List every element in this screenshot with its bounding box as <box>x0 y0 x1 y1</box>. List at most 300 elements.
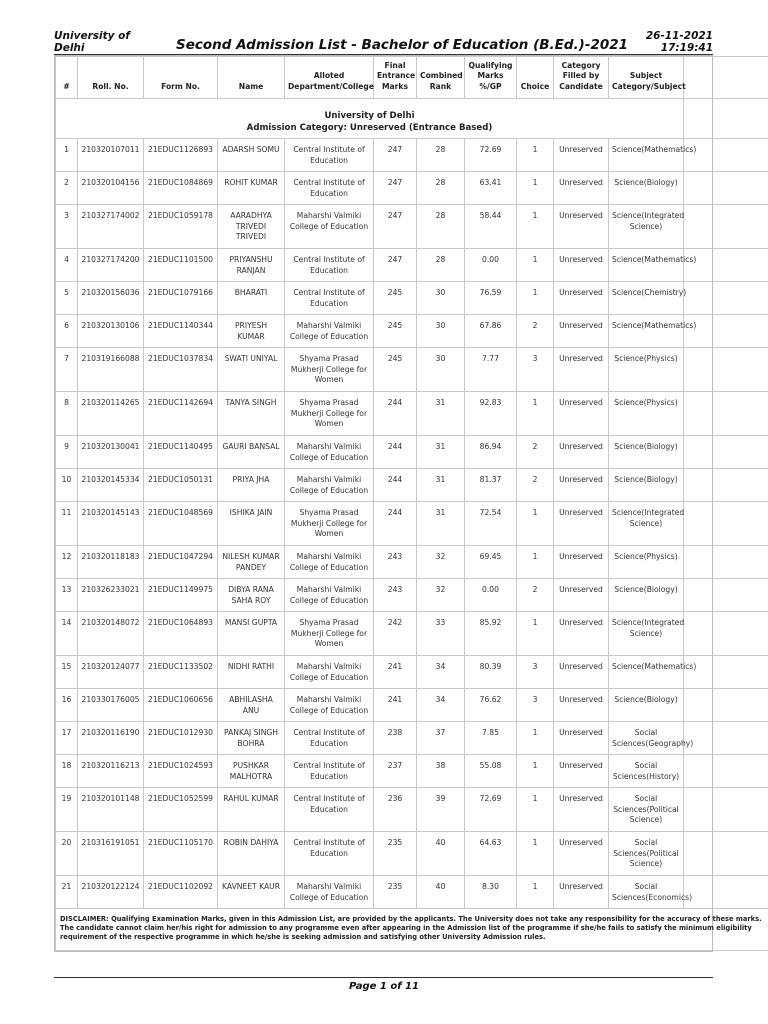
cell-marks: 247 <box>374 205 417 249</box>
cell-roll: 210320116190 <box>78 722 144 755</box>
cell-choice: 3 <box>517 689 554 722</box>
page-title: Second Admission List - Bachelor of Education (B.Ed.)-2021 <box>176 37 629 53</box>
cell-college: Central Institute of Education <box>285 172 374 205</box>
page-number: Page 1 of 11 <box>349 981 419 992</box>
cell-college: Central Institute of Education <box>285 832 374 876</box>
caption-blank-cell <box>684 99 768 139</box>
cell-roll: 210320122124 <box>78 876 144 909</box>
table-row <box>56 546 768 579</box>
cell-category: Unreserved <box>554 315 609 348</box>
cell-form: 21EDUC1140495 <box>144 436 218 469</box>
table-row <box>56 755 768 788</box>
col-header-marks: Final Entrance Marks <box>374 57 417 99</box>
cell-name: PRIYA JHA <box>218 469 285 502</box>
cell-roll: 210320145143 <box>78 502 144 546</box>
cell-qual: 80.39 <box>465 656 517 689</box>
cell-choice: 2 <box>517 315 554 348</box>
cell-qual: 8.30 <box>465 876 517 909</box>
cell-college: Shyama Prasad Mukherji College for Women <box>285 392 374 436</box>
cell-choice: 1 <box>517 249 554 282</box>
cell-blank <box>684 502 768 546</box>
cell-sno: 12 <box>56 546 78 579</box>
cell-sno: 15 <box>56 656 78 689</box>
table-row <box>56 172 768 205</box>
cell-subject: Social Sciences(Political Science) <box>609 788 684 832</box>
col-header-roll: Roll. No. <box>78 57 144 99</box>
cell-subject: Social Sciences(Geography) <box>609 722 684 755</box>
cell-roll: 210320114265 <box>78 392 144 436</box>
cell-subject: Science(Mathematics) <box>609 656 684 689</box>
cell-qual: 0.00 <box>465 579 517 612</box>
cell-form: 21EDUC1084869 <box>144 172 218 205</box>
header-datetime <box>646 30 713 54</box>
cell-form: 21EDUC1048569 <box>144 502 218 546</box>
cell-subject: Social Sciences(Economics) <box>609 876 684 909</box>
cell-marks: 245 <box>374 348 417 392</box>
cell-choice: 2 <box>517 469 554 502</box>
cell-sno: 20 <box>56 832 78 876</box>
cell-choice: 1 <box>517 502 554 546</box>
cell-qual: 63.41 <box>465 172 517 205</box>
cell-category: Unreserved <box>554 436 609 469</box>
cell-qual: 67.86 <box>465 315 517 348</box>
cell-sno: 10 <box>56 469 78 502</box>
cell-roll: 210320148072 <box>78 612 144 656</box>
cell-marks: 245 <box>374 315 417 348</box>
cell-college: Central Institute of Education <box>285 788 374 832</box>
cell-rank: 30 <box>417 282 465 315</box>
cell-form: 21EDUC1059178 <box>144 205 218 249</box>
cell-marks: 247 <box>374 172 417 205</box>
header-university: University of Delhi <box>54 30 130 54</box>
cell-choice: 1 <box>517 788 554 832</box>
cell-rank: 37 <box>417 722 465 755</box>
cell-blank <box>684 546 768 579</box>
footer-rule <box>54 977 713 978</box>
col-header-choice: Choice <box>517 57 554 99</box>
cell-category: Unreserved <box>554 755 609 788</box>
cell-marks: 243 <box>374 579 417 612</box>
cell-form: 21EDUC1101500 <box>144 249 218 282</box>
cell-college: Central Institute of Education <box>285 755 374 788</box>
cell-name: TANYA SINGH <box>218 392 285 436</box>
cell-category: Unreserved <box>554 546 609 579</box>
cell-college: Maharshi Valmiki College of Education <box>285 579 374 612</box>
cell-name: KAVNEET KAUR <box>218 876 285 909</box>
cell-subject: Science(Mathematics) <box>609 249 684 282</box>
cell-college: Central Institute of Education <box>285 249 374 282</box>
cell-category: Unreserved <box>554 469 609 502</box>
cell-rank: 28 <box>417 139 465 172</box>
cell-name: ISHIKA JAIN <box>218 502 285 546</box>
cell-category: Unreserved <box>554 502 609 546</box>
cell-blank <box>684 612 768 656</box>
cell-marks: 244 <box>374 502 417 546</box>
cell-rank: 40 <box>417 832 465 876</box>
cell-college: Shyama Prasad Mukherji College for Women <box>285 612 374 656</box>
cell-marks: 242 <box>374 612 417 656</box>
cell-name: PRIYESH KUMAR <box>218 315 285 348</box>
cell-sno: 5 <box>56 282 78 315</box>
cell-subject: Science(Biology) <box>609 579 684 612</box>
cell-sno: 2 <box>56 172 78 205</box>
cell-qual: 81.37 <box>465 469 517 502</box>
cell-name: BHARATI <box>218 282 285 315</box>
table-row <box>56 788 768 832</box>
cell-college: Maharshi Valmiki College of Education <box>285 205 374 249</box>
table-row <box>56 392 768 436</box>
cell-blank <box>684 722 768 755</box>
col-header-subject: Subject Category/Subject <box>609 57 684 99</box>
cell-roll: 210320130106 <box>78 315 144 348</box>
cell-qual: 0.00 <box>465 249 517 282</box>
cell-marks: 244 <box>374 469 417 502</box>
cell-name: GAURI BANSAL <box>218 436 285 469</box>
col-header-sno: # <box>56 57 78 99</box>
cell-subject: Social Sciences(History) <box>609 755 684 788</box>
cell-choice: 1 <box>517 392 554 436</box>
cell-category: Unreserved <box>554 139 609 172</box>
cell-qual: 92.83 <box>465 392 517 436</box>
cell-name: MANSI GUPTA <box>218 612 285 656</box>
cell-blank <box>684 832 768 876</box>
cell-marks: 238 <box>374 722 417 755</box>
disclaimer: DISCLAIMER: Qualifying Examination Marks, given in this Admission List, are provided by the applicants. The University does not take any responsibility for the accuracy of these marks. The candidate cannot claim her/his right for admission to any programme even after appearing in the Admission list of the programme if she/he fails to satisfy the minimum eligibility requirement of the respective programme in which he/she is seeking admission and satisfying other University Admission rules. <box>56 909 768 951</box>
cell-blank <box>684 139 768 172</box>
cell-category: Unreserved <box>554 348 609 392</box>
cell-blank <box>684 315 768 348</box>
cell-rank: 34 <box>417 689 465 722</box>
cell-roll: 210320124077 <box>78 656 144 689</box>
cell-college: Central Institute of Education <box>285 722 374 755</box>
cell-rank: 31 <box>417 469 465 502</box>
cell-name: NIDHI RATHI <box>218 656 285 689</box>
cell-marks: 241 <box>374 689 417 722</box>
cell-form: 21EDUC1050131 <box>144 469 218 502</box>
cell-marks: 236 <box>374 788 417 832</box>
cell-qual: 64.63 <box>465 832 517 876</box>
cell-college: Central Institute of Education <box>285 139 374 172</box>
cell-qual: 55.08 <box>465 755 517 788</box>
cell-category: Unreserved <box>554 788 609 832</box>
table-row <box>56 656 768 689</box>
cell-choice: 2 <box>517 579 554 612</box>
cell-category: Unreserved <box>554 249 609 282</box>
cell-roll: 210320145334 <box>78 469 144 502</box>
admission-table <box>55 56 768 951</box>
admission-list-document <box>54 55 762 952</box>
col-header-category: Category Filled by Candidate <box>554 57 609 99</box>
cell-form: 21EDUC1052599 <box>144 788 218 832</box>
cell-name: PANKAJ SINGH BOHRA <box>218 722 285 755</box>
cell-choice: 2 <box>517 436 554 469</box>
cell-marks: 247 <box>374 139 417 172</box>
cell-form: 21EDUC1064893 <box>144 612 218 656</box>
cell-form: 21EDUC1012930 <box>144 722 218 755</box>
cell-choice: 3 <box>517 656 554 689</box>
cell-sno: 13 <box>56 579 78 612</box>
cell-choice: 1 <box>517 205 554 249</box>
cell-subject: Science(Biology) <box>609 436 684 469</box>
cell-name: NILESH KUMAR PANDEY <box>218 546 285 579</box>
cell-subject: Science(Biology) <box>609 689 684 722</box>
cell-subject: Science(Chemistry) <box>609 282 684 315</box>
cell-subject: Science(Integrated Science) <box>609 612 684 656</box>
cell-form: 21EDUC1142694 <box>144 392 218 436</box>
cell-blank <box>684 392 768 436</box>
cell-blank <box>684 656 768 689</box>
cell-roll: 210320101148 <box>78 788 144 832</box>
cell-college: Shyama Prasad Mukherji College for Women <box>285 348 374 392</box>
cell-rank: 31 <box>417 436 465 469</box>
cell-marks: 235 <box>374 876 417 909</box>
cell-sno: 14 <box>56 612 78 656</box>
table-row <box>56 249 768 282</box>
table-row <box>56 612 768 656</box>
cell-college: Central Institute of Education <box>285 282 374 315</box>
cell-category: Unreserved <box>554 612 609 656</box>
cell-marks: 244 <box>374 392 417 436</box>
cell-blank <box>684 436 768 469</box>
cell-sno: 6 <box>56 315 78 348</box>
cell-qual: 76.62 <box>465 689 517 722</box>
cell-sno: 17 <box>56 722 78 755</box>
cell-qual: 69.45 <box>465 546 517 579</box>
col-header-qual: Qualifying Marks %/GP <box>465 57 517 99</box>
cell-name: AARADHYA TRIVEDI TRIVEDI <box>218 205 285 249</box>
table-row <box>56 282 768 315</box>
table-row <box>56 348 768 392</box>
cell-blank <box>684 755 768 788</box>
cell-sno: 1 <box>56 139 78 172</box>
cell-college: Maharshi Valmiki College of Education <box>285 689 374 722</box>
cell-rank: 33 <box>417 612 465 656</box>
cell-roll: 210320156036 <box>78 282 144 315</box>
cell-marks: 241 <box>374 656 417 689</box>
cell-marks: 247 <box>374 249 417 282</box>
cell-subject: Science(Physics) <box>609 546 684 579</box>
cell-choice: 1 <box>517 832 554 876</box>
cell-rank: 28 <box>417 172 465 205</box>
cell-choice: 1 <box>517 755 554 788</box>
cell-college: Maharshi Valmiki College of Education <box>285 436 374 469</box>
cell-form: 21EDUC1133502 <box>144 656 218 689</box>
cell-sno: 16 <box>56 689 78 722</box>
cell-roll: 210327174002 <box>78 205 144 249</box>
cell-rank: 39 <box>417 788 465 832</box>
table-body <box>56 139 768 909</box>
cell-rank: 32 <box>417 579 465 612</box>
cell-blank <box>684 788 768 832</box>
col-header-blank <box>684 57 768 99</box>
caption-university: University of Delhi <box>324 110 415 121</box>
cell-subject: Science(Mathematics) <box>609 315 684 348</box>
cell-blank <box>684 172 768 205</box>
cell-name: ABHILASHA ANU <box>218 689 285 722</box>
cell-choice: 3 <box>517 348 554 392</box>
cell-category: Unreserved <box>554 579 609 612</box>
cell-qual: 72.69 <box>465 788 517 832</box>
table-row <box>56 876 768 909</box>
cell-name: ROHIT KUMAR <box>218 172 285 205</box>
cell-form: 21EDUC1102092 <box>144 876 218 909</box>
cell-subject: Science(Mathematics) <box>609 139 684 172</box>
cell-blank <box>684 249 768 282</box>
cell-form: 21EDUC1149975 <box>144 579 218 612</box>
cell-rank: 38 <box>417 755 465 788</box>
cell-form: 21EDUC1047294 <box>144 546 218 579</box>
cell-sno: 11 <box>56 502 78 546</box>
cell-name: PRIYANSHU RANJAN <box>218 249 285 282</box>
cell-qual: 7.77 <box>465 348 517 392</box>
cell-rank: 31 <box>417 392 465 436</box>
header-time: 17:19:41 <box>660 42 713 54</box>
cell-roll: 210320118183 <box>78 546 144 579</box>
cell-choice: 1 <box>517 546 554 579</box>
cell-choice: 1 <box>517 612 554 656</box>
cell-sno: 9 <box>56 436 78 469</box>
cell-college: Maharshi Valmiki College of Education <box>285 876 374 909</box>
cell-blank <box>684 876 768 909</box>
table-row <box>56 502 768 546</box>
cell-rank: 28 <box>417 205 465 249</box>
header-date: 26-11-2021 <box>645 30 713 42</box>
cell-form: 21EDUC1037834 <box>144 348 218 392</box>
col-header-rank: Combined Rank <box>417 57 465 99</box>
cell-subject: Science(Physics) <box>609 392 684 436</box>
cell-blank <box>684 282 768 315</box>
cell-blank <box>684 469 768 502</box>
table-row <box>56 579 768 612</box>
cell-roll: 210320116213 <box>78 755 144 788</box>
cell-qual: 86.94 <box>465 436 517 469</box>
table-row <box>56 832 768 876</box>
cell-sno: 19 <box>56 788 78 832</box>
cell-sno: 21 <box>56 876 78 909</box>
cell-rank: 34 <box>417 656 465 689</box>
col-header-form: Form No. <box>144 57 218 99</box>
cell-form: 21EDUC1024593 <box>144 755 218 788</box>
cell-name: ROBIN DAHIYA <box>218 832 285 876</box>
cell-sno: 7 <box>56 348 78 392</box>
cell-rank: 30 <box>417 348 465 392</box>
cell-name: ADARSH SOMU <box>218 139 285 172</box>
cell-name: DIBYA RANA SAHA ROY <box>218 579 285 612</box>
cell-qual: 72.69 <box>465 139 517 172</box>
table-row <box>56 315 768 348</box>
cell-category: Unreserved <box>554 282 609 315</box>
cell-roll: 210327174200 <box>78 249 144 282</box>
caption-category: Admission Category: Unreserved (Entrance Based) <box>246 122 493 133</box>
cell-choice: 1 <box>517 172 554 205</box>
cell-form: 21EDUC1140344 <box>144 315 218 348</box>
cell-name: PUSHKAR MALHOTRA <box>218 755 285 788</box>
cell-category: Unreserved <box>554 656 609 689</box>
cell-category: Unreserved <box>554 876 609 909</box>
table-row <box>56 205 768 249</box>
col-header-college: Alloted Department/College <box>285 57 374 99</box>
cell-college: Shyama Prasad Mukherji College for Women <box>285 502 374 546</box>
cell-qual: 7.85 <box>465 722 517 755</box>
cell-subject: Science(Biology) <box>609 469 684 502</box>
cell-qual: 76.59 <box>465 282 517 315</box>
table-row <box>56 139 768 172</box>
cell-college: Maharshi Valmiki College of Education <box>285 469 374 502</box>
cell-college: Maharshi Valmiki College of Education <box>285 315 374 348</box>
table-row <box>56 436 768 469</box>
cell-form: 21EDUC1105170 <box>144 832 218 876</box>
cell-blank <box>684 205 768 249</box>
cell-form: 21EDUC1079166 <box>144 282 218 315</box>
cell-marks: 245 <box>374 282 417 315</box>
cell-roll: 210319166088 <box>78 348 144 392</box>
cell-category: Unreserved <box>554 172 609 205</box>
cell-rank: 40 <box>417 876 465 909</box>
cell-blank <box>684 689 768 722</box>
table-row <box>56 722 768 755</box>
cell-category: Unreserved <box>554 832 609 876</box>
cell-roll: 210320130041 <box>78 436 144 469</box>
cell-category: Unreserved <box>554 689 609 722</box>
cell-rank: 28 <box>417 249 465 282</box>
cell-subject: Science(Physics) <box>609 348 684 392</box>
cell-roll: 210316191051 <box>78 832 144 876</box>
cell-qual: 58.44 <box>465 205 517 249</box>
cell-choice: 1 <box>517 876 554 909</box>
cell-subject: Science(Integrated Science) <box>609 502 684 546</box>
cell-roll: 210320107011 <box>78 139 144 172</box>
table-caption <box>56 99 684 139</box>
cell-roll: 210326233021 <box>78 579 144 612</box>
cell-roll: 210330176005 <box>78 689 144 722</box>
cell-sno: 3 <box>56 205 78 249</box>
cell-category: Unreserved <box>554 722 609 755</box>
table-row <box>56 469 768 502</box>
cell-marks: 244 <box>374 436 417 469</box>
cell-blank <box>684 579 768 612</box>
cell-marks: 243 <box>374 546 417 579</box>
cell-form: 21EDUC1126893 <box>144 139 218 172</box>
cell-blank <box>684 348 768 392</box>
table-row <box>56 689 768 722</box>
cell-choice: 1 <box>517 282 554 315</box>
cell-subject: Social Sciences(Political Science) <box>609 832 684 876</box>
cell-qual: 85.92 <box>465 612 517 656</box>
cell-sno: 8 <box>56 392 78 436</box>
cell-rank: 32 <box>417 546 465 579</box>
col-header-name: Name <box>218 57 285 99</box>
cell-roll: 210320104156 <box>78 172 144 205</box>
cell-rank: 30 <box>417 315 465 348</box>
cell-subject: Science(Biology) <box>609 172 684 205</box>
cell-qual: 72.54 <box>465 502 517 546</box>
cell-form: 21EDUC1060656 <box>144 689 218 722</box>
cell-sno: 18 <box>56 755 78 788</box>
cell-name: SWATI UNIYAL <box>218 348 285 392</box>
cell-college: Maharshi Valmiki College of Education <box>285 546 374 579</box>
cell-rank: 31 <box>417 502 465 546</box>
cell-sno: 4 <box>56 249 78 282</box>
cell-subject: Science(Integrated Science) <box>609 205 684 249</box>
cell-category: Unreserved <box>554 392 609 436</box>
cell-marks: 235 <box>374 832 417 876</box>
cell-name: RAHUL KUMAR <box>218 788 285 832</box>
cell-choice: 1 <box>517 722 554 755</box>
cell-marks: 237 <box>374 755 417 788</box>
cell-college: Maharshi Valmiki College of Education <box>285 656 374 689</box>
cell-choice: 1 <box>517 139 554 172</box>
cell-category: Unreserved <box>554 205 609 249</box>
